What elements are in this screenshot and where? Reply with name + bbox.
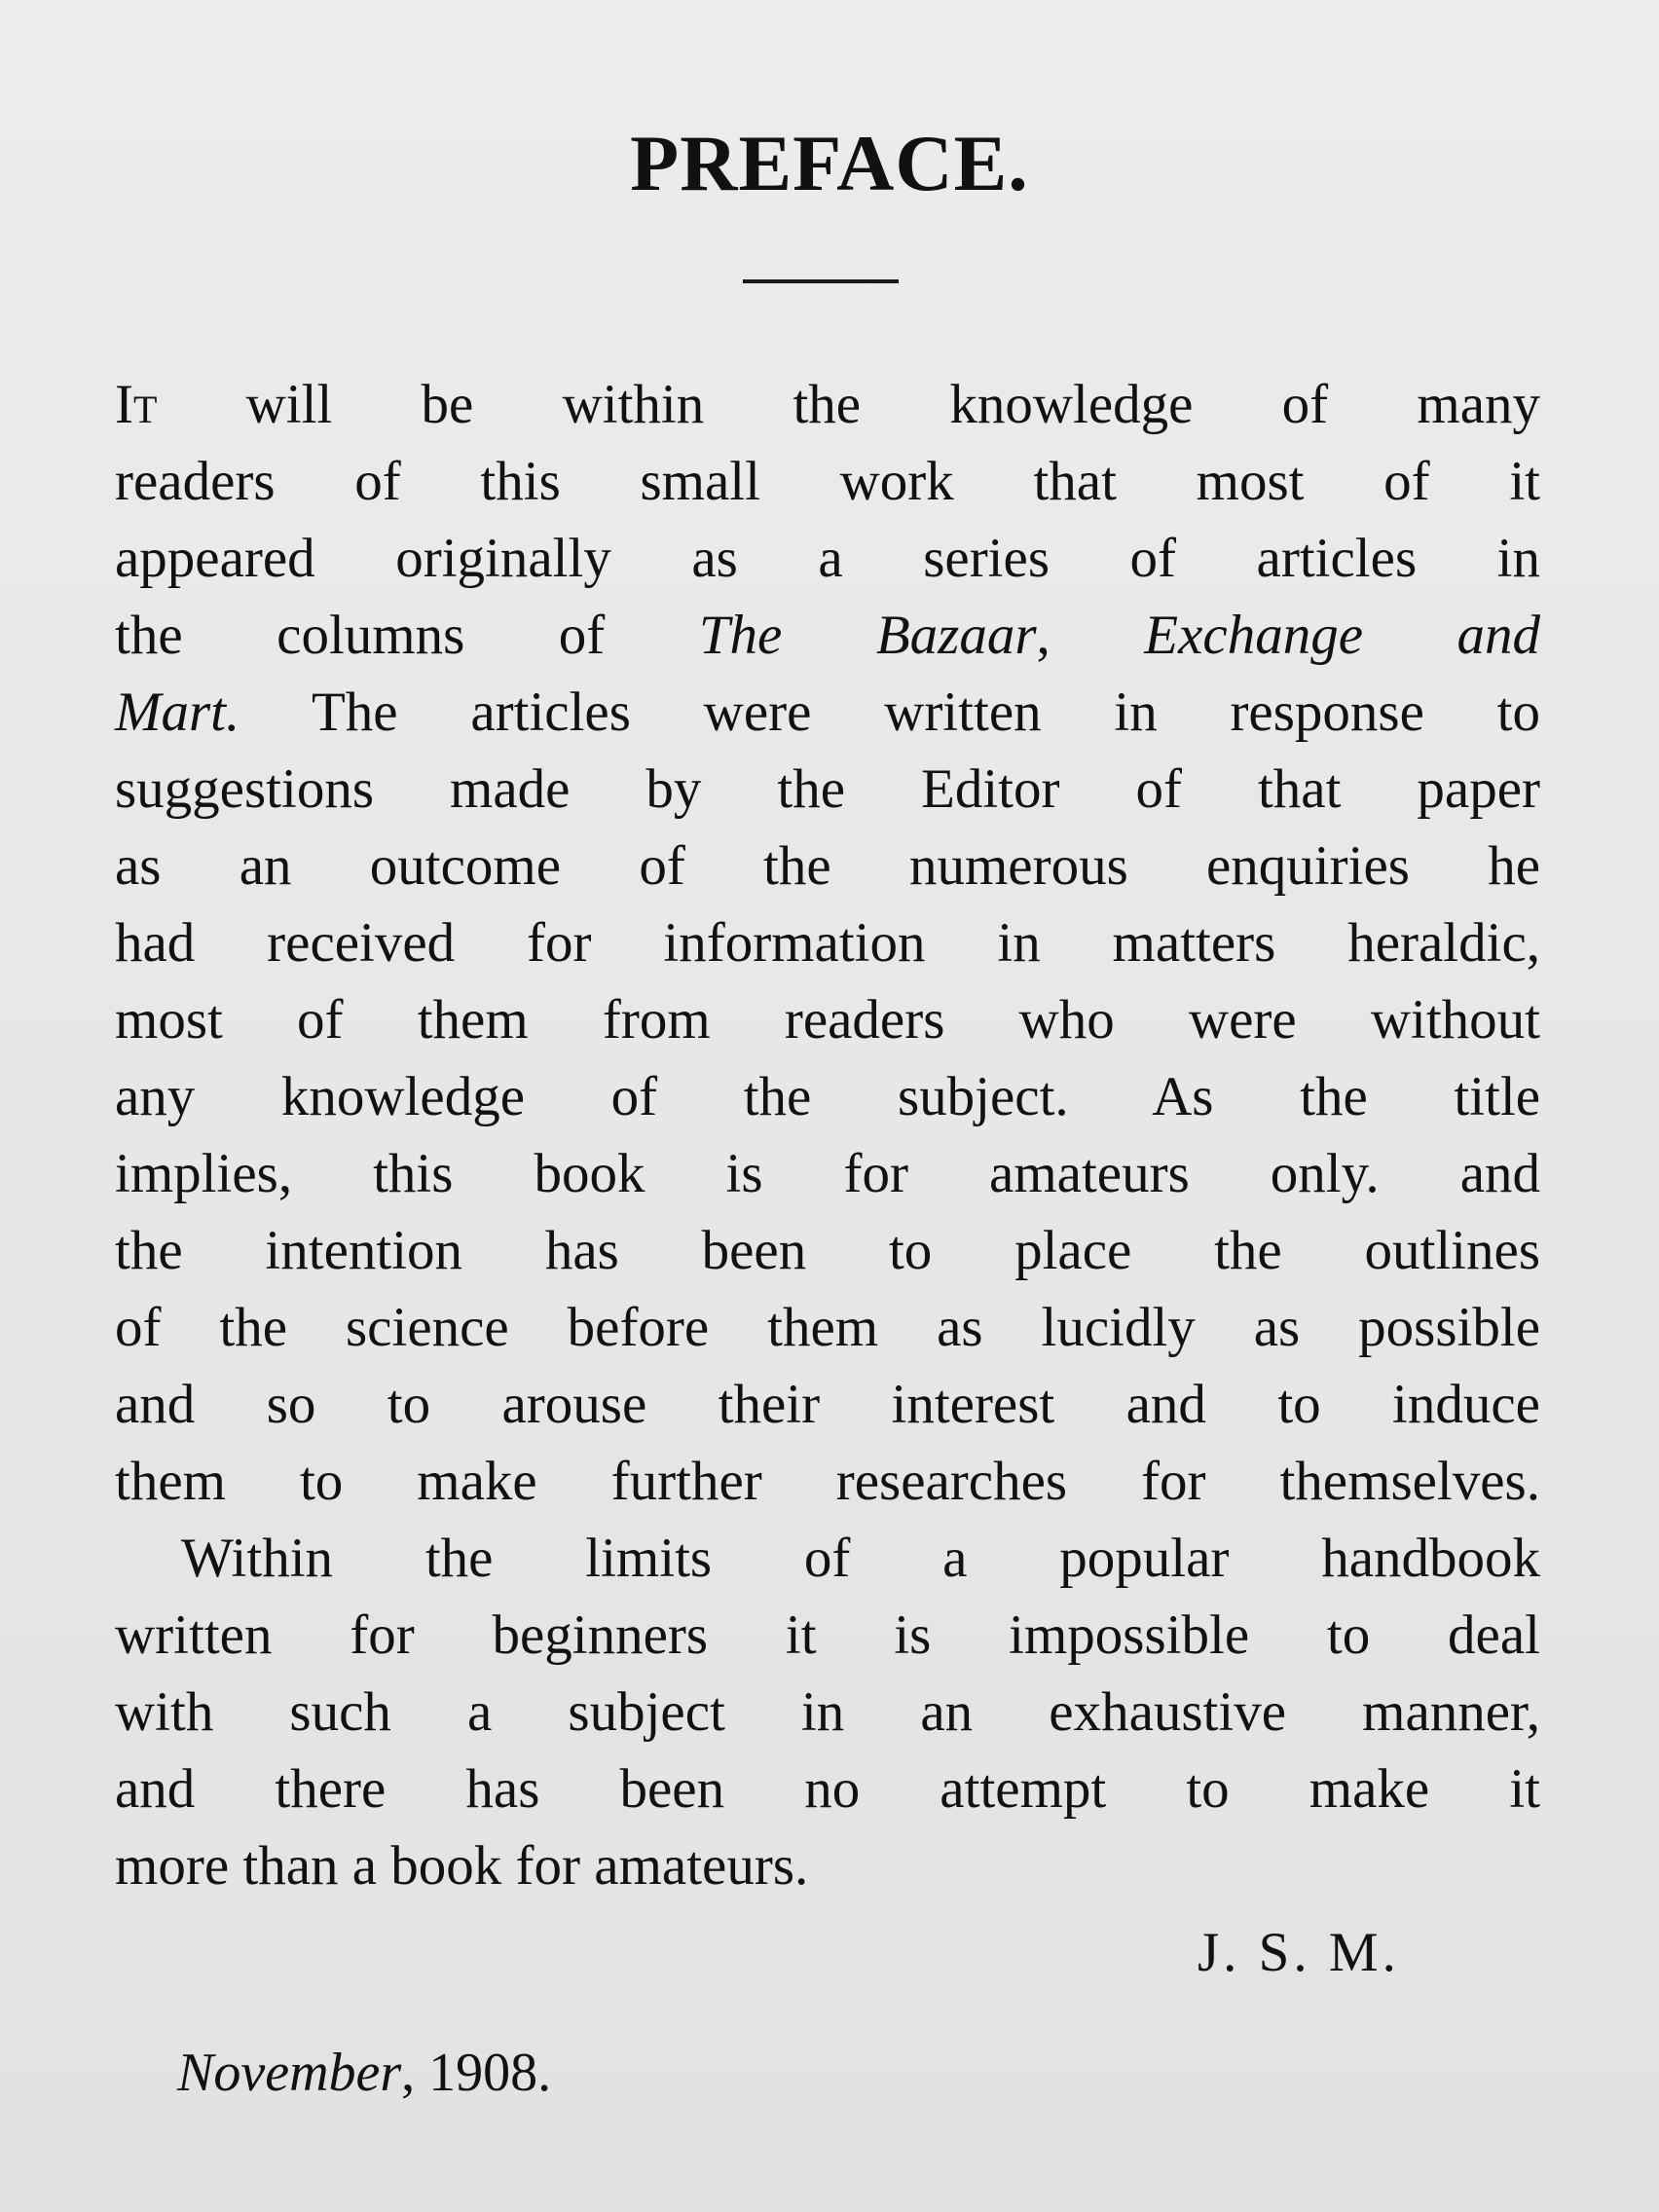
text-fragment: the columns of	[115, 605, 699, 666]
text-line: implies, this book is for amateurs only. and	[115, 1143, 1540, 1204]
text-fragment: ,	[1036, 605, 1145, 666]
text-line	[115, 674, 1540, 751]
text-line: readers of this small work that most of it	[115, 451, 1540, 512]
italic-title: Mart.	[115, 682, 240, 743]
text-line: more than a book for amateurs.	[115, 1835, 809, 1897]
text-line: appeared originally as a series of articles in	[115, 528, 1540, 589]
text-line: most of them from readers who were without	[115, 989, 1540, 1051]
text-line: and so to arouse their interest and to induce	[115, 1374, 1540, 1435]
text-line	[115, 597, 1540, 674]
text-line: Within the limits of a popular handbook	[181, 1528, 1540, 1589]
drop-smallcaps: It	[115, 374, 158, 435]
page-title: PREFACE.	[630, 119, 1029, 207]
text-line: any knowledge of the subject. As the title	[115, 1066, 1540, 1127]
text-line: as an outcome of the numerous enquiries he	[115, 835, 1540, 897]
preface-date	[177, 2035, 551, 2112]
italic-title: The Bazaar	[698, 605, 1037, 666]
text-line: had received for information in matters heraldic,	[115, 912, 1540, 974]
text-line: with such a subject in an exhaustive manner,	[115, 1681, 1540, 1743]
italic-title: Exchange and	[1144, 605, 1541, 666]
title-rule	[743, 279, 899, 283]
text-line: of the science before them as lucidly as possible	[115, 1297, 1540, 1358]
author-initials: J. S. M.	[1198, 1922, 1400, 1983]
text-fragment: The articles were written in response to	[240, 682, 1540, 743]
text-line: them to make further researches for themselves.	[115, 1451, 1540, 1512]
text-line: suggestions made by the Editor of that paper	[115, 758, 1540, 820]
text-line: the intention has been to place the outlines	[115, 1220, 1540, 1281]
text-fragment: will be within the knowledge of many	[157, 374, 1540, 435]
text-line: and there has been no attempt to make it	[115, 1758, 1540, 1820]
date-year: , 1908.	[401, 2043, 552, 2103]
date-month: November	[177, 2043, 402, 2103]
text-line	[115, 366, 1540, 443]
text-line: written for beginners it is impossible to deal	[115, 1604, 1540, 1666]
preface-body	[115, 366, 1540, 1904]
